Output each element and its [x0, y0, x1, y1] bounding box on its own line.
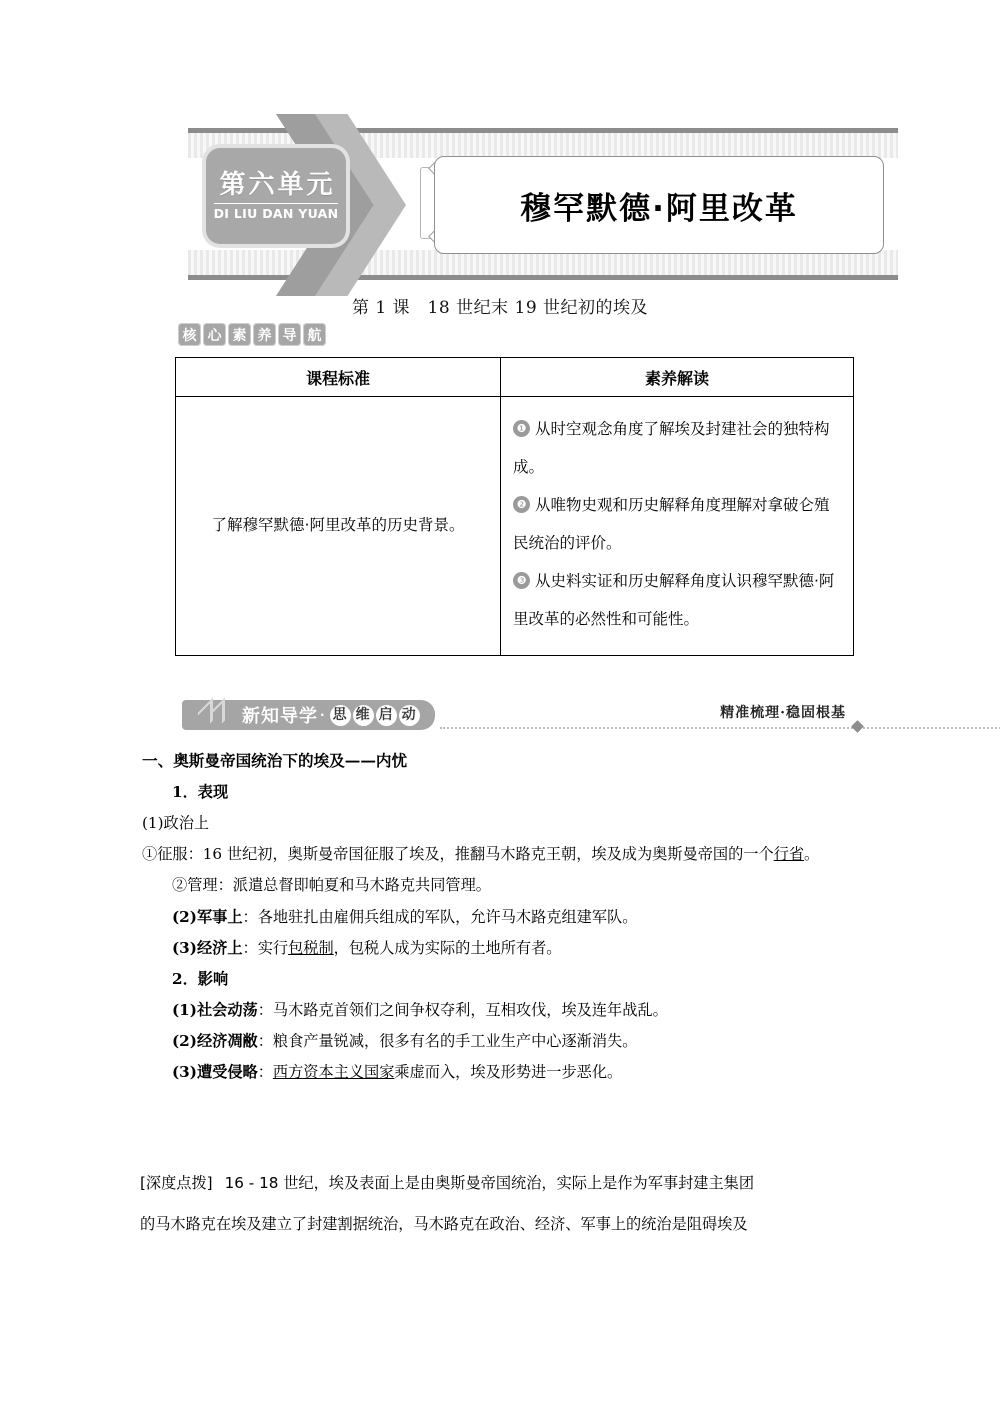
table-row	[176, 397, 854, 656]
core-badge-char: 航	[303, 323, 326, 346]
core-badge-char: 核	[178, 323, 201, 346]
unit-title: 穆罕默德·阿里改革	[520, 190, 798, 227]
section-banner-circle: 思	[330, 705, 351, 726]
body-point-1-3	[142, 933, 858, 964]
table-header-curriculum: 课程标准	[176, 358, 501, 397]
core-literacy-badge	[178, 323, 326, 346]
body-point-1-2	[142, 902, 858, 933]
tip-line-1	[140, 1163, 862, 1204]
point-text-post: 。	[804, 845, 820, 864]
list-number-1: ❶	[513, 420, 530, 437]
body-sub-heading-2: 2．影响	[172, 969, 229, 988]
standards-table	[175, 357, 854, 656]
point-text: ：粮食产量锐减，很多有名的手工业生产中心逐渐消失。	[257, 1032, 638, 1051]
tip-line-2: 的马木路克在埃及建立了封建割据统治，马木路克在政治、经济、军事上的统治是阻碍埃及	[140, 1215, 748, 1234]
body-point-2-3	[142, 1057, 858, 1088]
body-sub-heading-1: 1．表现	[172, 782, 229, 801]
point-text-pre: ：实行	[242, 938, 289, 957]
list-item-text: 从时空观念角度了解埃及封建社会的独特构成。	[513, 420, 830, 476]
list-number-2: ❷	[513, 496, 530, 513]
point-text-post: ，包税人成为实际的土地所有者。	[333, 938, 562, 957]
table-header-row	[176, 358, 854, 397]
unit-title-plate	[434, 156, 884, 254]
tip-text-line-1: 16 - 18 世纪，埃及表面上是由奥斯曼帝国统治，实际上是作为军事封建主集团	[224, 1174, 755, 1192]
section-banner-circle: 动	[399, 705, 420, 726]
lesson-title: 第 1 课 18 世纪末 19 世纪初的埃及	[351, 298, 649, 318]
body-point-1-1-label: (1)政治上	[142, 814, 210, 833]
body-point-2-1	[142, 995, 858, 1026]
list-item-text: 从唯物史观和历史解释角度理解对拿破仑殖民统治的评价。	[513, 495, 830, 552]
banner-dotted-rule	[440, 727, 1000, 729]
list-item	[513, 487, 839, 563]
diamond-marker-icon	[851, 720, 864, 733]
body-point-2-2	[142, 1026, 858, 1057]
lesson-body	[142, 745, 858, 1089]
point-label-bold: (3)遭受侵略	[172, 1063, 258, 1082]
key-term-underlined: 行省	[773, 845, 805, 864]
section-banner-circle: 启	[376, 705, 397, 726]
core-badge-char: 养	[253, 323, 276, 346]
point-label-bold: (3)经济上	[172, 938, 243, 957]
point-text-pre: ①征服：16 世纪初，奥斯曼帝国征服了埃及，推翻马木路克王朝，埃及成为奥斯曼帝国的一个	[142, 845, 774, 864]
double-chevron-icon	[182, 700, 240, 730]
key-term-underlined: 包税制	[288, 938, 334, 957]
point-text-pre: ：	[257, 1063, 273, 1082]
section-banner-circle: 维	[353, 705, 374, 726]
list-item	[513, 411, 839, 487]
table-header-literacy: 素养解读	[501, 358, 854, 397]
point-text: ：各地驻扎由雇佣兵组成的军队，允许马木路克组建军队。	[242, 907, 638, 926]
section-banner-separator: ·	[320, 708, 326, 722]
body-heading-1: 一、奥斯曼帝国统治下的埃及——内忧	[142, 751, 408, 770]
core-badge-char: 导	[278, 323, 301, 346]
tip-label: [深度点拨]	[140, 1174, 213, 1192]
deep-tip-block	[140, 1163, 862, 1245]
core-badge-char: 素	[228, 323, 251, 346]
point-text-post: 乘虚而入，埃及形势进一步恶化。	[394, 1063, 623, 1082]
section-banner	[182, 700, 862, 734]
point-label-bold: (2)军事上	[172, 907, 243, 926]
point-label-bold: (2)经济凋敝	[172, 1032, 258, 1051]
literacy-interpretation-cell	[501, 397, 854, 656]
list-item	[513, 563, 839, 639]
unit-number-badge	[206, 148, 346, 244]
point-label-bold: (1)社会动荡	[172, 1001, 258, 1020]
key-term-underlined: 西方资本主义国家	[272, 1063, 395, 1082]
list-number-3: ❸	[513, 572, 530, 589]
body-point-1-1-a	[142, 839, 858, 870]
list-item-text: 从史料实证和历史解释角度认识穆罕默德·阿里改革的必然性和可能性。	[513, 571, 835, 628]
curriculum-standard-text: 了解穆罕默德·阿里改革的历史背景。	[176, 397, 501, 656]
point-text: ：马木路克首领们之间争权夺利，互相攻伐，埃及连年战乱。	[257, 1001, 668, 1020]
unit-badge-pinyin: DI LIU DAN YUAN	[214, 203, 339, 221]
body-point-1-1-b: ②管理：派遣总督即帕夏和马木路克共同管理。	[172, 876, 491, 895]
section-banner-note: 精准梳理·稳固根基	[720, 705, 846, 721]
section-banner-label: 新知导学	[242, 706, 318, 727]
unit-header-banner	[188, 128, 898, 280]
unit-badge-chinese: 第六单元	[219, 170, 336, 201]
core-badge-char: 心	[203, 323, 226, 346]
section-banner-body	[240, 700, 435, 730]
